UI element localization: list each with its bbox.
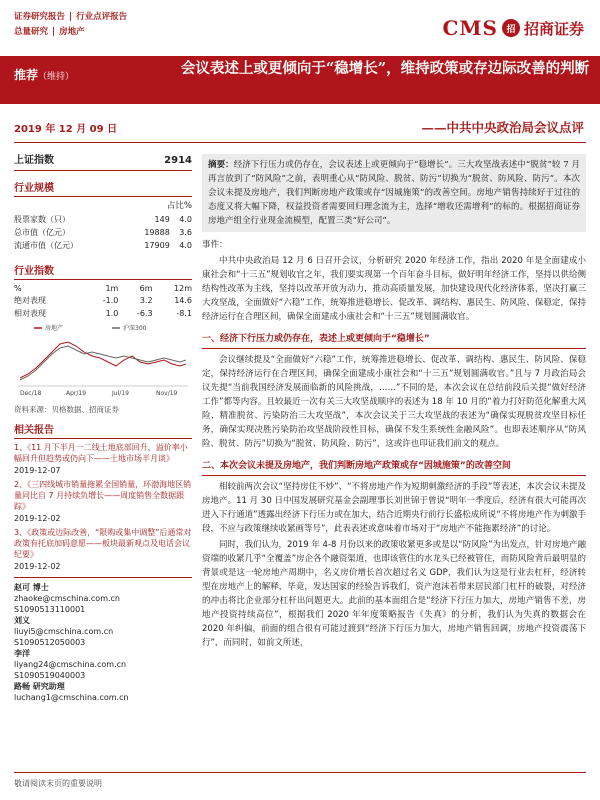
related-date: 2019-12-07 — [14, 466, 61, 475]
industry-index-table — [14, 283, 192, 320]
index-row: 上证指数 2914 — [14, 154, 192, 171]
scale-head: 占比% — [166, 201, 192, 211]
abstract-box — [202, 154, 586, 232]
table-row: 相对表现 1.0 -6.3 -8.1 — [14, 309, 192, 318]
x-tick-3: Jul/19 — [112, 390, 129, 397]
table-header: % 1m 6m 12m — [14, 284, 192, 293]
logo-badge-icon: 招 — [502, 19, 520, 37]
table-row: 绝对表现 -1.0 3.2 14.6 — [14, 296, 192, 305]
series-hs300-line — [20, 346, 186, 380]
section-1-paragraph: 会议继续提及“全面做好“六稳”工作，统筹推进稳增长、促改革、调结构、惠民生、防风险、保稳定，保持经济运行在合理区间，确保全面建成小康社会和“十三五”规划圆满收官。”且与 7 月政治局会议先提“当前我国经济发展面临新的风险挑战，……”不同的是，本次会议在总结前段后关提“做好经济工作”都等内容。且较最近一次有关三大攻坚战顺序的表述为 18 年 10 月的“着力打好防范化解重大风险、精准脱贫、污染防治三大攻坚战”，本次会议关于三大攻坚战的表述为“确保实现脱贫攻坚目标任务，确保实现决胜污染防治攻坚战阶段性目标，确保不发生系统性金融风险”。也即表述顺序从“防风险、脱贫、防污”切换为“脱贫、防风险、防污”，这或许也印证我们前文的观点。 — [202, 355, 586, 449]
analyst-email[interactable]: liuyi5@cmschina.com.cn — [14, 627, 114, 636]
event-paragraph: 中共中央政治局 12 月 6 日召开会议，分析研究 2020 年经济工作，指出 2020 年是全面建成小康社会和“十三五”规划收官之年，我们要实现第一个百年奋斗目标，做好明年经济工作，坚持以供给侧结构性改革为主线，坚持以改革开放为动力，推动高质量发展，加快建设现代化经济体系，坚决打赢三大攻坚战，全面做好“六稳”工作，统筹推进稳增长、促改革、调结构、惠民生、防风险、保稳定，保持经济运行在合理区间，确保全面建成小康社会和“十三五”规划圆满收官。 — [202, 256, 586, 322]
scale-table — [14, 213, 192, 252]
event-label: 事件： — [202, 240, 228, 250]
section-2-paragraph-2: 同时，我们认为，2019 年 4-8 月份以来的政策收紧更多或是以“防风险”为出发点，针对房地产融资端的收紧几乎“全覆盖”房企各个融资渠道，也即该管住的水龙头已经被管住，而防风险背后最明显的背景或是这一轮房地产周期中，名义房价增长首次超过名义 GDP，我们认为这是行业去杠杆，经济转型在房地产上的解释，毕竟，发达国家的经验告诉我们，资产泡沫若带来居民部门杠杆的破裂，对经济的冲击将比企业部分杠杆出问题更大。此前的基本面组合是“经济下行压力加大，房地产销售不差，房地产投资持续高位”，根据我们 2020 年年度策略报告《失真》的分析，我们认为失真的数据会在 2020 年纠偏，前面的组合很有可能过渡到“经济下行压力加大，房地产销售回调，房地产投资震荡下行”，而同时，如前文所述， — [202, 540, 586, 648]
scale-title: 行业规模 — [14, 179, 192, 197]
analyst: 李洋 liyang24@cmschina.com.cn S1090519040003 — [14, 649, 127, 680]
logo-text-cn: 招商证券 — [523, 19, 584, 38]
company-logo — [442, 16, 584, 40]
related-report[interactable]: 1、《11 月下半月一二线土地底部回升，溢价率小幅回升但趋势或仍向下——土地市场半月谈》 — [14, 443, 188, 463]
section-2-paragraph-1: 相较前两次会议“坚持房住不炒”、“不将房地产作为短期刺激经济的手段”等表述，本次会议未提及房地产。11 月 30 日中国发展研究基金会副理事长刘世锦于曾说“明年一季度后，经济有很大可能再次进入下行通道”透露出经济下行压力或在加大，结合近期央行前行长盛松成所说“不将房地产作为刺激手段，不应与政策继续收紧画等号”，此表表述或意味着市场对于“房地产不能拖累经济”的讨论。 — [202, 482, 586, 534]
analyst-email[interactable]: zhaoke@cmschina.com.cn — [14, 594, 120, 603]
chart-source: 资料来源：贝格数据、招商证券 — [14, 405, 119, 414]
analyst: 刘义 liuyi5@cmschina.com.cn S1090512050003 — [14, 616, 114, 647]
header-top: 证券研究报告 | 行业点评报告 总量研究 | 房地产 — [14, 12, 128, 37]
industry-index-title: 行业指数 — [14, 262, 192, 280]
report-subtitle: ——中共中央政治局会议点评 — [421, 120, 584, 135]
left-column — [14, 154, 192, 703]
report-date: 2019 年 12 月 09 日 — [14, 124, 118, 135]
analyst-email[interactable]: luchang1@cmschina.com.cn — [14, 693, 129, 702]
legend-a-label: 房地产 — [45, 325, 64, 332]
abstract-label: 摘要： — [208, 160, 234, 170]
analyst: 赵可 博士 zhaoke@cmschina.com.cn S1090513110001 — [14, 583, 120, 614]
report-type: 证券研究报告 — [14, 12, 66, 22]
report-title: 会议表述上或更倾向于“稳增长”，维持政策或存边际改善的判断 — [180, 60, 590, 77]
x-tick-1: Dec/18 — [20, 390, 42, 397]
analyst: 路畅 研究助理 luchang1@cmschina.com.cn — [14, 682, 129, 702]
report-body — [202, 238, 586, 650]
section-2-title: 二、本次会议未提及房地产，我们判断房地产政策或存“因城施策”的改善空间 — [202, 459, 586, 476]
related-date: 2019-12-02 — [14, 514, 61, 523]
x-tick-4: Nov/19 — [156, 390, 178, 397]
report-subtype: 行业点评报告 — [76, 12, 128, 22]
table-row: 股票家数（只） 149 4.0 — [14, 215, 192, 224]
analyst-email[interactable]: liyang24@cmschina.com.cn — [14, 660, 127, 669]
legend-b-label: 沪深300 — [123, 325, 147, 332]
analyst-list — [14, 577, 192, 703]
related-report[interactable]: 2、《三四线城市销量拖累全国销量，环渤海地区销量同比自 7 月持续负增长——周度销售全数据跟踪》 — [14, 480, 192, 511]
divider — [14, 142, 586, 143]
logo-text-en: CMS — [442, 16, 498, 40]
research-category: 总量研究 — [14, 27, 49, 37]
footer-divider — [14, 772, 586, 773]
series-realestate-line — [20, 342, 186, 378]
related-title: 相关报告 — [14, 421, 192, 439]
index-chart-svg — [14, 322, 192, 400]
abstract-text: 经济下行压力或仍存在，会议表述上或更倾向于“稳增长”。三大攻坚战表述中“脱贫”较 7 月再言放到了“防风险”之前，表明重心从“防风险、脱贫、防污”切换为“脱贫、防风险、防污”。本次会议未提及房地产，我们判断房地产政策或存“因城施策”的改善空间。房地产销售持续好于过往的态度又将大幅下降，权益投资者需要回归理念流为主，选择“增收还需增利”的标的。根据招商证券房地产组全行业现金流模型，配置三类“好公司”。 — [208, 160, 580, 226]
x-tick-2: Apr/19 — [66, 390, 87, 397]
section-1-title: 一、经济下行压力或仍存在，表述上或更倾向于“稳增长” — [202, 332, 586, 349]
related-report[interactable]: 3、《政策或边际改善，“限购或集中调整”后通常对政策有托底加码意愿——板块最新观点及电话会议纪要》 — [14, 528, 192, 559]
main-column — [202, 154, 586, 652]
index-chart — [14, 322, 192, 400]
table-row: 流通市值（亿元） 17909 4.0 — [14, 241, 192, 250]
table-row: 总市值（亿元） 19888 3.6 — [14, 228, 192, 237]
rating: 推荐（维持） — [14, 68, 75, 82]
related-date: 2019-12-02 — [14, 562, 61, 571]
footer-note: 敬请阅读末页的重要说明 — [14, 779, 102, 788]
industry: 房地产 — [59, 27, 85, 37]
